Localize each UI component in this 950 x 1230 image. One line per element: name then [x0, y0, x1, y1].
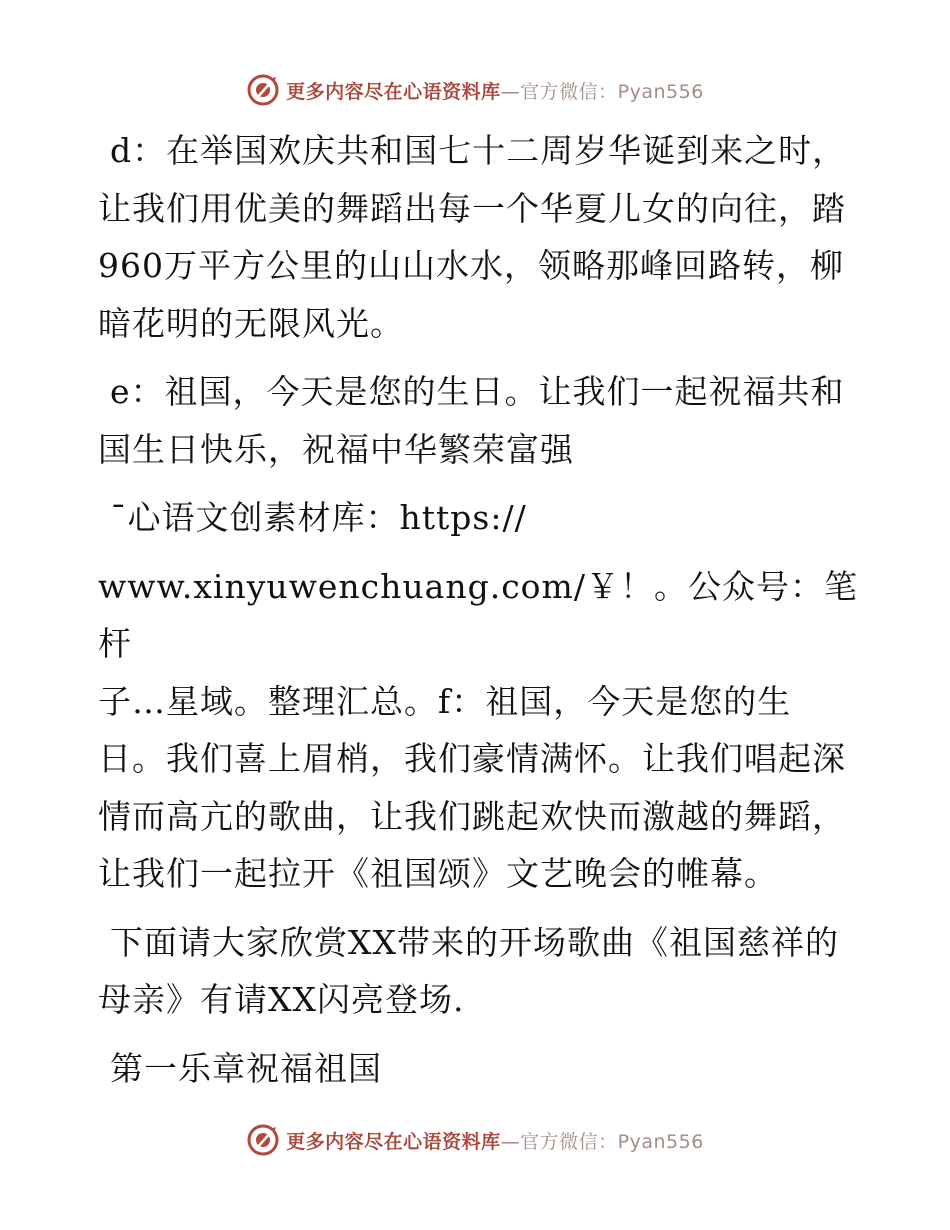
brand-logo-icon	[246, 1123, 280, 1157]
paragraph-d: d：在举国欢庆共和国七十二周岁华诞到来之时，让我们用优美的舞蹈出每一个华夏儿女的向往，踏960万平方公里的山山水水，领略那峰回路转，柳暗花明的无限风光。	[98, 131, 847, 343]
paragraph-gap	[98, 478, 858, 489]
document-body	[98, 122, 858, 1097]
banner-separator: —	[500, 1130, 521, 1153]
section-heading: 第一乐章祝福祖国	[110, 1048, 382, 1088]
footer-banner	[0, 1120, 950, 1160]
paragraph-gap	[98, 1029, 858, 1040]
banner-separator: —	[500, 80, 521, 103]
header-banner-text	[286, 77, 704, 104]
header-banner	[0, 70, 950, 110]
paragraph-source-line3: 子…星域。整理汇总。f：祖国，今天是您的生	[98, 681, 792, 721]
paragraph-source-line2: www.xinyuwenchuang.com/￥！。公众号：笔杆	[98, 566, 858, 663]
banner-brand: 更多内容尽在心语资料库	[286, 1130, 501, 1153]
footer-banner-inner	[246, 1123, 704, 1157]
banner-contact: 官方微信：Pyan556	[520, 80, 704, 103]
banner-contact: 官方微信：Pyan556	[520, 1130, 704, 1153]
paragraph-gap	[98, 352, 858, 363]
banner-brand: 更多内容尽在心语资料库	[286, 80, 501, 103]
paragraph-gap	[98, 903, 858, 914]
paragraph-announcement: 下面请大家欣赏XX带来的开场歌曲《祖国慈祥的母亲》有请XX闪亮登场.	[98, 922, 839, 1019]
footer-banner-text	[286, 1127, 704, 1154]
header-banner-inner	[246, 73, 704, 107]
paragraph-f: 日。我们喜上眉梢，我们豪情满怀。让我们唱起深情而高亢的歌曲，让我们跳起欢快而激越的舞蹈，让我们一起拉开《祖国颂》文艺晚会的帷幕。	[98, 739, 846, 893]
paragraph-source-line1: ¯心语文创素材库：https://	[110, 498, 527, 537]
brand-logo-icon	[246, 73, 280, 107]
paragraph-gap	[98, 547, 858, 558]
paragraph-e: e：祖国，今天是您的生日。让我们一起祝福共和国生日快乐，祝福中华繁荣富强	[98, 372, 845, 469]
